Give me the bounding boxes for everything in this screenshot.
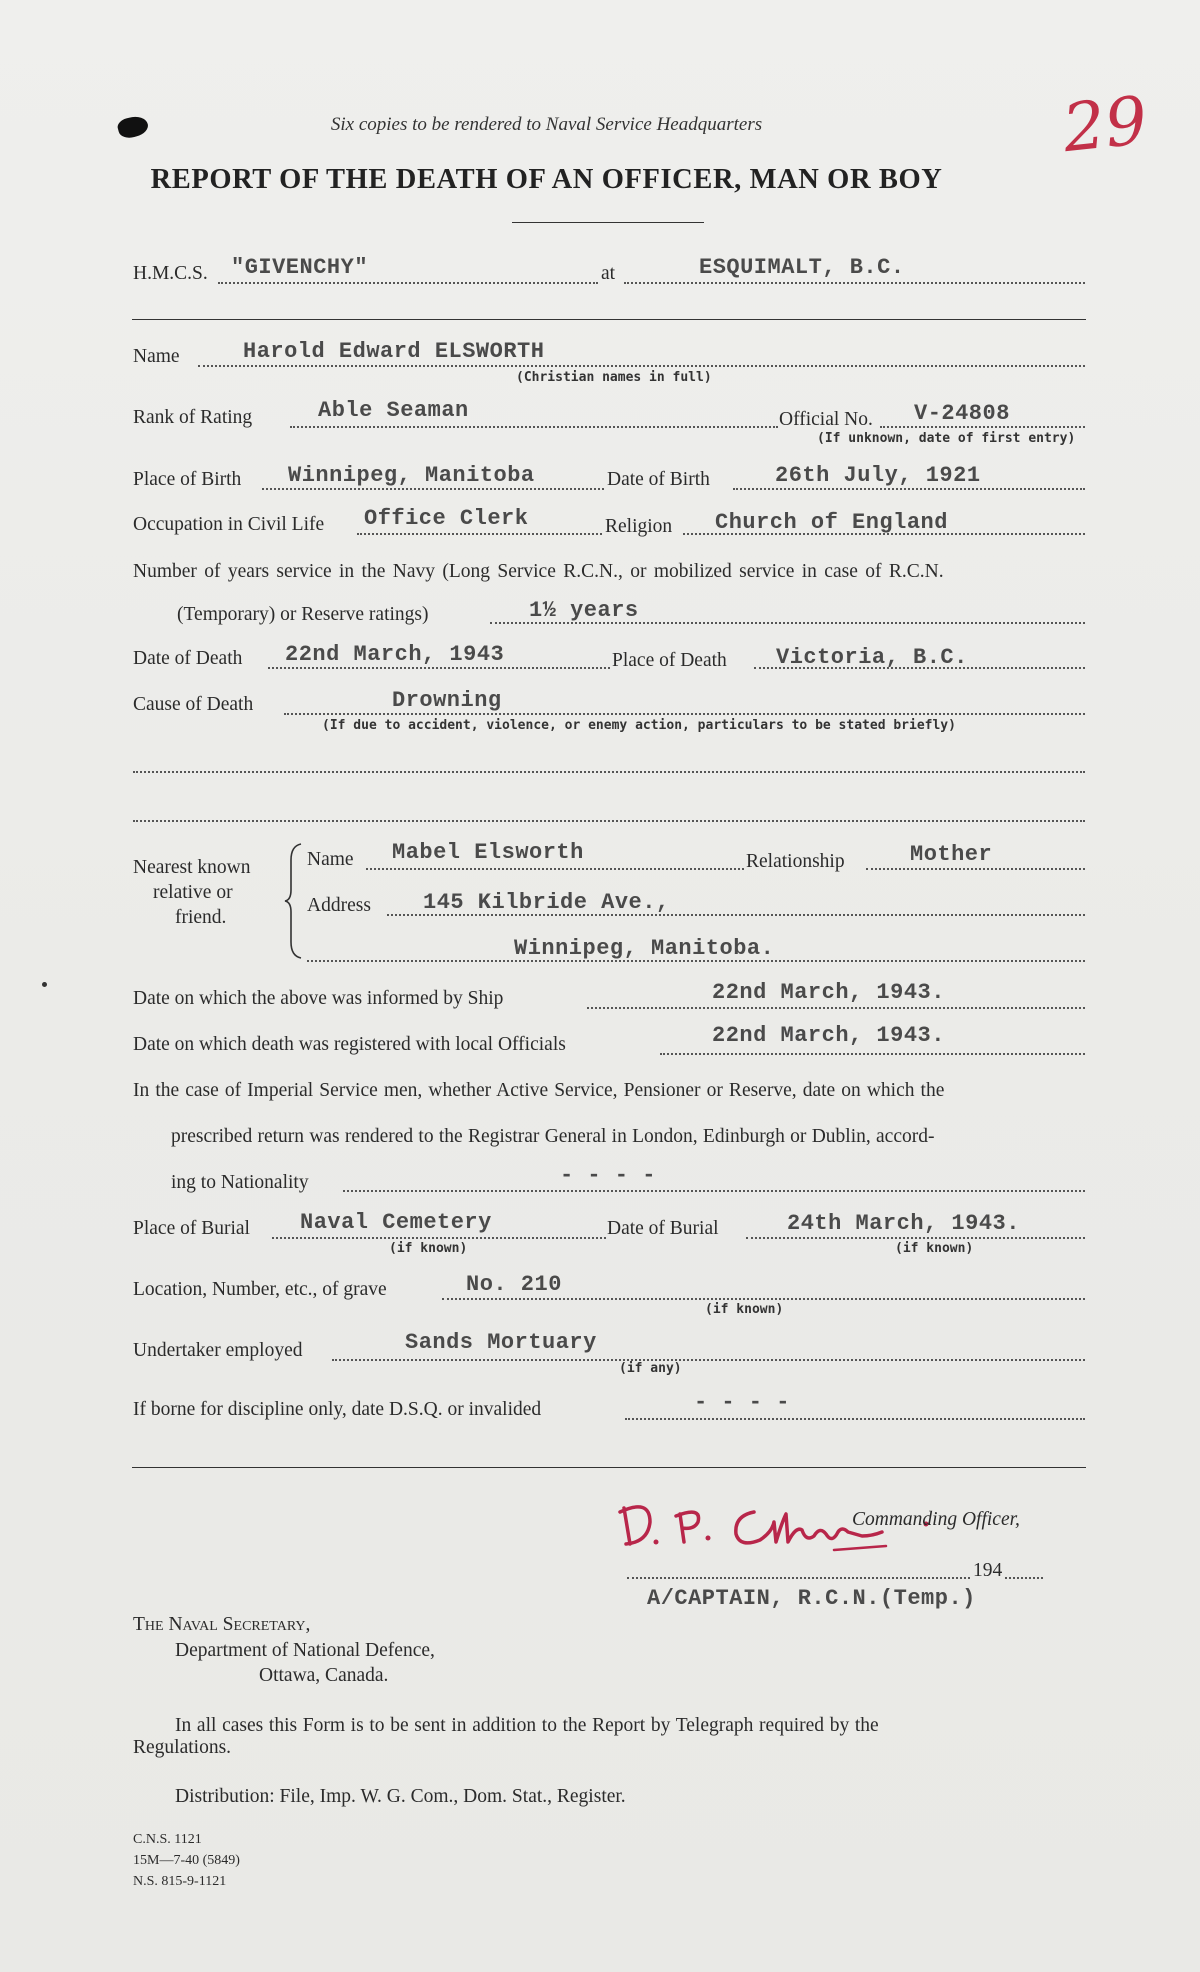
official-value: V-24808 [914,401,1010,426]
religion-value: Church of England [715,510,948,535]
header-rule [132,319,1086,320]
birth-place-value: Winnipeg, Manitoba [288,463,535,488]
relative-brace [283,842,305,960]
footer-rule [132,1467,1086,1468]
cause-extra-dots-2 [133,820,1085,822]
cause-extra-dots-1 [133,771,1085,773]
name-note: (Christian names in full) [516,370,712,385]
footer-note-line2: Regulations. [133,1737,232,1758]
name-dots [198,365,1085,367]
signature-year-dots [1005,1577,1043,1579]
imperial-value: - - - - [560,1163,656,1188]
ship-value: "GIVENCHY" [231,255,369,280]
page-title: REPORT OF THE DEATH OF AN OFFICER, MAN OR BOY [150,164,943,195]
informed-dots [587,1007,1085,1009]
address-line2: Winnipeg, Manitoba. [514,936,775,961]
discipline-value: - - - - [694,1390,790,1415]
rank-label: Rank of Rating [133,407,253,428]
service-value: 1½ years [529,598,639,623]
occupation-label: Occupation in Civil Life [133,514,325,535]
cause-label: Cause of Death [133,694,254,715]
registered-value: 22nd March, 1943. [712,1023,945,1048]
burial-date-note: (if known) [895,1241,974,1256]
footer-note-line1: In all cases this Form is to be sent in addition to the Report by Telegraph required by the [175,1715,879,1736]
death-date-label: Date of Death [133,648,243,669]
undertaker-value: Sands Mortuary [405,1330,597,1355]
name-label: Name [133,346,180,367]
undertaker-dots [332,1359,1085,1361]
registered-dots [660,1053,1085,1055]
at-value: ESQUIMALT, B.C. [699,255,905,280]
undertaker-label: Undertaker employed [133,1340,303,1361]
relationship-label: Relationship [746,851,845,872]
relative-name-label: Name [307,849,354,870]
birth-place-dots [262,488,604,490]
ship-dots [218,282,598,284]
official-note: (If unknown, date of first entry) [817,431,1076,446]
burial-place-value: Naval Cemetery [300,1210,492,1235]
religion-label: Religion [605,516,673,537]
cause-dots [284,713,1085,715]
relative-name-value: Mabel Elsworth [392,840,584,865]
burial-place-dots [272,1237,606,1239]
service-line1: Number of years service in the Navy (Long Service R.C.N., or mobilized service in case of R.C.N. [133,561,944,582]
margin-dot [42,982,47,987]
burial-place-label: Place of Burial [133,1218,250,1239]
department: Department of National Defence, [175,1640,435,1661]
grave-value: No. 210 [466,1272,562,1297]
burial-date-label: Date of Burial [607,1218,719,1239]
undertaker-note: (if any) [619,1361,682,1376]
imperial-line2: prescribed return was rendered to the Registrar General in London, Edinburgh or Dublin, accord- [171,1126,935,1147]
burial-place-note: (if known) [389,1241,468,1256]
relative-name-dots [366,868,744,870]
signature-rank: A/CAPTAIN, R.C.N.(Temp.) [647,1586,976,1611]
death-date-value: 22nd March, 1943 [285,642,505,667]
death-place-label: Place of Death [612,650,727,671]
death-date-dots [268,667,610,669]
imperial-dots [343,1190,1085,1192]
registered-label: Date on which death was registered with local Officials [133,1034,566,1055]
cause-note: (If due to accident, violence, or enemy action, particulars to be stated briefly) [322,718,956,733]
burial-date-value: 24th March, 1943. [787,1211,1020,1236]
imperial-line1: In the case of Imperial Service men, whether Active Service, Pensioner or Reserve, date on which the [133,1080,945,1101]
form-code-3: N.S. 815-9-1121 [133,1874,227,1889]
discipline-label: If borne for discipline only, date D.S.Q. or invalided [133,1399,542,1420]
title-underline [512,222,704,223]
birth-date-label: Date of Birth [607,469,710,490]
signature-date-dots [627,1577,970,1579]
relative-label-2: relative or [153,882,233,903]
burial-date-dots [746,1237,1085,1239]
copies-note: Six copies to be rendered to Naval Service Headquarters [330,114,763,135]
death-place-value: Victoria, B.C. [776,645,968,670]
at-label: at [601,263,616,284]
form-code-1: C.N.S. 1121 [133,1832,202,1847]
rank-value: Able Seaman [318,398,469,423]
informed-label: Date on which the above was informed by Ship [133,988,504,1009]
official-label: Official No. [779,409,873,430]
address-label: Address [307,895,371,916]
informed-value: 22nd March, 1943. [712,980,945,1005]
birth-place-label: Place of Birth [133,469,242,490]
address-line1: 145 Kilbride Ave., [423,890,670,915]
grave-note: (if known) [705,1302,784,1317]
grave-label: Location, Number, etc., of grave [133,1279,387,1300]
ottawa: Ottawa, Canada. [259,1665,389,1686]
relationship-dots [866,868,1085,870]
occupation-value: Office Clerk [364,506,529,531]
cause-value: Drowning [392,688,502,713]
service-line2: (Temporary) or Reserve ratings) [177,604,429,625]
birth-date-dots [733,488,1085,490]
at-dots [624,282,1085,284]
signature-year: 194 [973,1560,1003,1581]
relative-label-3: friend. [175,907,227,928]
relationship-value: Mother [910,842,993,867]
occupation-dots [357,533,602,535]
birth-date-value: 26th July, 1921 [775,463,981,488]
official-dots [880,426,1085,428]
page-number: 29 [1059,81,1151,168]
rank-dots [290,426,778,428]
commanding-officer-label: Commanding Officer, [852,1509,1020,1530]
discipline-dots [625,1418,1085,1420]
ship-label: H.M.C.S. [133,263,208,284]
distribution: Distribution: File, Imp. W. G. Com., Dom. Stat., Register. [175,1786,626,1807]
naval-secretary: The Naval Secretary, [133,1614,311,1635]
relative-label-1: Nearest known [133,857,251,878]
grave-dots [442,1298,1085,1300]
imperial-line3: ing to Nationality [171,1172,309,1193]
form-code-2: 15M—7-40 (5849) [133,1853,240,1868]
name-value: Harold Edward ELSWORTH [243,339,545,364]
